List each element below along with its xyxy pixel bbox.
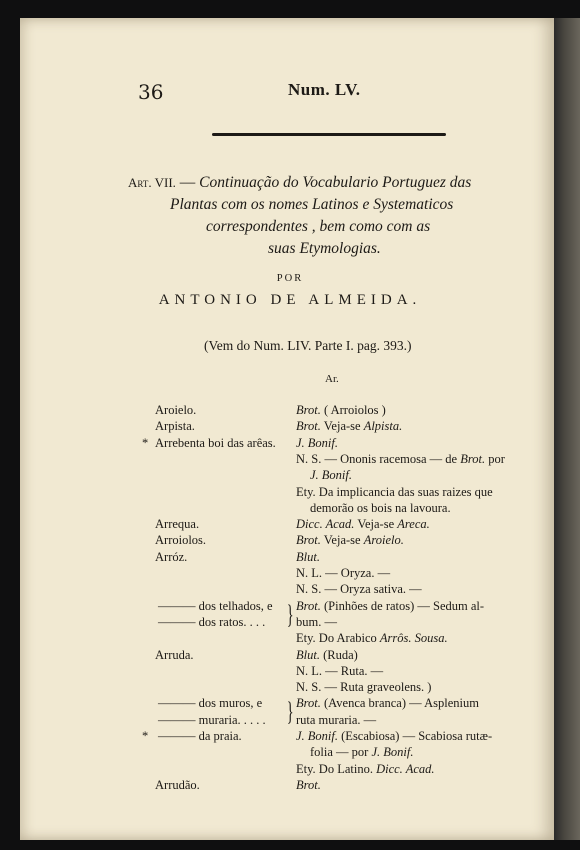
entry-row: [0, 436, 580, 454]
entry-row: [0, 566, 580, 584]
entry-definition: bum. —: [296, 614, 337, 629]
entry-definition: N. S. — Ononis racemosa — de Brot. por: [296, 451, 505, 466]
entry-definition: Ety. Do Latino. Dicc. Acad.: [296, 761, 435, 776]
entry-row: [0, 631, 580, 649]
entry-definition: Ety. Da implicancia das suas raizes que: [296, 484, 493, 499]
header-rule: [212, 133, 446, 136]
entry-definition: Brot. (Pinhões de ratos) — Sedum al-: [296, 598, 485, 613]
entry-headword: Arrequa.: [155, 517, 200, 532]
asterisk-mark: *: [142, 435, 149, 450]
entry-definition: folia — por J. Bonif.: [310, 745, 414, 760]
entry-headword: Arroiolos.: [155, 533, 207, 548]
entry-definition: N. S. — Oryza sativa. —: [296, 582, 422, 597]
entry-definition: Blut. (Ruda): [296, 647, 358, 662]
entry-headword: Arrudão.: [155, 777, 200, 792]
title-line-4: suas Etymologias.: [268, 240, 381, 257]
entry-definition: Brot. Veja-se Aroielo.: [296, 533, 404, 548]
entry-subheadword: ——— da praia.: [158, 729, 242, 743]
entry-row: [0, 680, 580, 698]
asterisk-mark: *: [142, 729, 149, 743]
brace-mark: }: [286, 697, 294, 727]
entry-subheadword: ——— dos ratos. . . .: [158, 614, 266, 629]
entry-definition: N. S. — Ruta graveolens. ): [296, 680, 432, 695]
entry-row: [0, 419, 580, 437]
entry-row: [0, 501, 580, 519]
entry-definition: ruta muraria. —: [296, 712, 377, 727]
entry-definition: demorão os bois na lavoura.: [310, 500, 451, 515]
page-number: 36: [138, 80, 164, 104]
entry-subheadword: ——— dos telhados, e: [158, 598, 273, 613]
entry-definition: Blut.: [296, 549, 320, 564]
title-line-1: [128, 172, 528, 194]
entry-definition: Brot. (Avenca branca) — Asplenium: [296, 696, 479, 711]
entry-definition: Brot. Veja-se Alpista.: [296, 419, 403, 434]
entry-row: [0, 533, 580, 551]
entry-definition: Ety. Do Arabico Arrôs. Sousa.: [296, 631, 448, 646]
author-name: ANTONIO DE ALMEIDA.: [158, 292, 422, 308]
brace-mark: }: [286, 599, 294, 629]
entry-row: [0, 729, 580, 747]
title-dash: —: [175, 174, 196, 191]
entry-row: [0, 648, 580, 666]
running-head: Num. LV.: [288, 80, 361, 99]
entry-definition: Dicc. Acad. Veja-se Areca.: [296, 517, 430, 532]
title-text-1: Continuação do Vocabulario Portuguez das: [199, 174, 472, 191]
entry-row: [0, 403, 580, 421]
entry-subheadword: ——— dos muros, e: [158, 696, 263, 711]
entry-definition: Brot.: [296, 777, 321, 792]
entry-row: [0, 582, 580, 600]
entry-headword: Arróz.: [155, 549, 188, 564]
entry-row: [0, 745, 580, 763]
entry-definition: J. Bonif. (Escabiosa) — Scabiosa rutæ-: [296, 729, 493, 743]
entry-definition: J. Bonif.: [296, 435, 339, 450]
article-title: [128, 172, 528, 260]
entry-subheadword: ——— muraria. . . . .: [158, 712, 266, 727]
continuation-note: (Vem do Num. LIV. Parte I. pag. 393.): [204, 338, 412, 353]
entry-row: [0, 452, 580, 470]
entry-row: [0, 762, 580, 780]
catchword: Ar.: [325, 373, 339, 385]
entry-definition: Brot. ( Arroiolos ): [296, 403, 386, 417]
entry-row: [0, 517, 580, 535]
entry-definition: J. Bonif.: [310, 468, 353, 483]
entry-row: [0, 778, 580, 796]
entry-row: [0, 485, 580, 503]
title-line-2: Plantas com os nomes Latinos e Systematicos: [170, 196, 454, 213]
entry-headword: Arpista.: [155, 419, 195, 434]
article-number: Art. VII.: [128, 175, 176, 190]
entry-headword: Arrebenta boi das arêas.: [155, 435, 276, 450]
entry-definition: N. L. — Ruta. —: [296, 663, 384, 678]
byline-por: POR: [276, 273, 304, 284]
entry-row: [0, 550, 580, 568]
title-line-3: correspondentes , bem como com as: [206, 218, 431, 235]
entry-row: [0, 468, 580, 486]
entry-headword: Arruda.: [155, 647, 194, 662]
entry-definition: N. L. — Oryza. —: [296, 566, 391, 580]
entry-row: [0, 664, 580, 682]
entry-headword: Aroielo.: [155, 403, 197, 417]
